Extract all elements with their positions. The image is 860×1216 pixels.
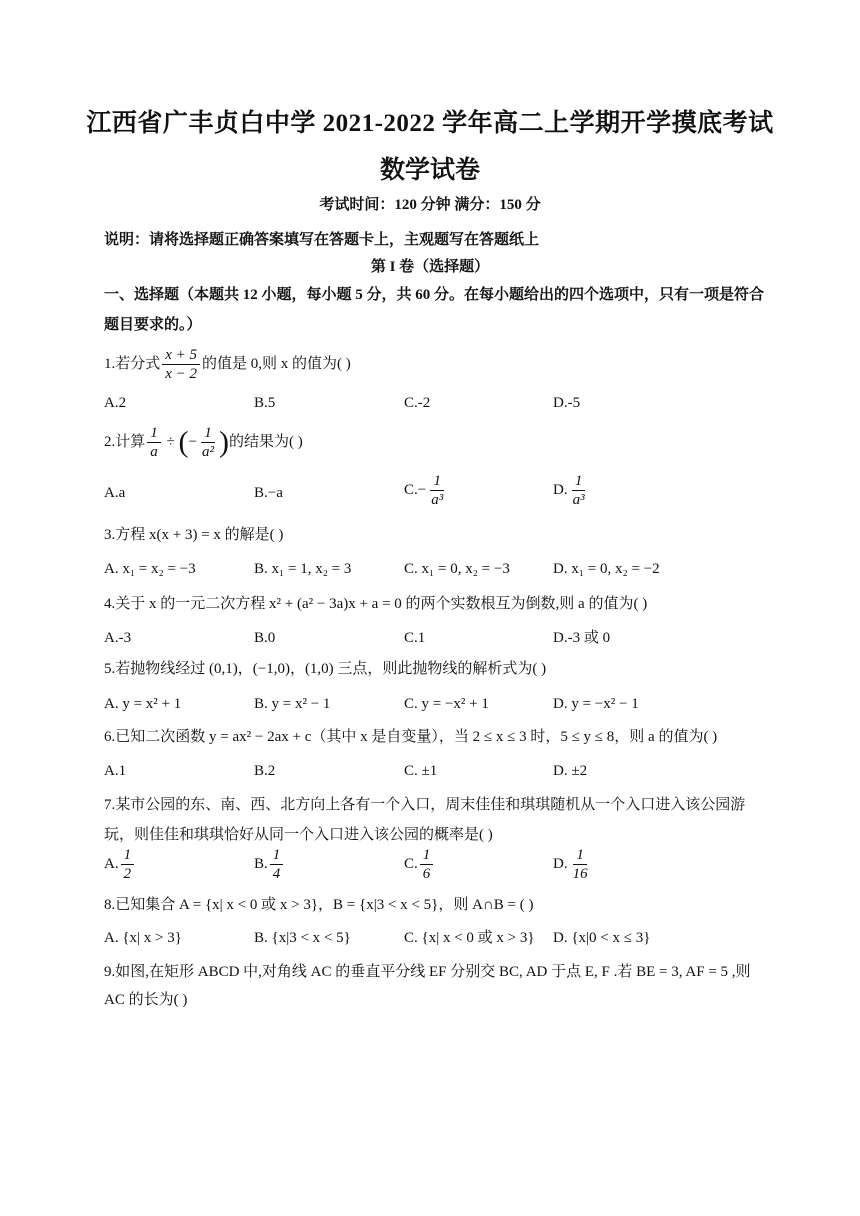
q3-option-d: D. x₁ = 0, x₂ = −2 (553, 561, 660, 577)
exam-subtitle: 数学试卷 (379, 157, 480, 184)
section-heading: 一、选择题（本题共 12 小题，每小题 5 分，共 60 分。在每小题给出的四个选项中，只有一项是符合题目要求的。） (104, 287, 765, 333)
question-4: 4.关于 x 的一元二次方程 x² + (a² − 3a)x + a = 0 的两个实数根互为倒数,则 a 的值为( ) (104, 596, 648, 612)
q1-option-c: C.-2 (404, 395, 431, 411)
q4-option-b: B.0 (254, 630, 276, 646)
q7-option-c: C. $\frac{1}{6}$ (404, 846, 435, 883)
question-3: 3.方程 x(x + 3) = x 的解是( ) (104, 527, 284, 543)
q3-option-a: A. x₁ = x₂ = −3 (104, 561, 196, 577)
question-5: 5.若抛物线经过 (0,1)，(−1,0)，(1,0) 三点，则此抛物线的解析式为( ) (104, 661, 547, 677)
exam-note: 说明：请将选择题正确答案填写在答题卡上，主观题写在答题纸上 (104, 232, 540, 248)
part-heading: 第 I 卷（选择题） (370, 259, 490, 275)
q4-option-a: A.-3 (104, 630, 132, 646)
q5-option-c: C. y = −x² + 1 (404, 696, 489, 712)
q5-option-d: D. y = −x² − 1 (553, 696, 639, 712)
question-1-prefix: 1.若分式 (104, 355, 161, 372)
question-2-prefix: 2.计算 (104, 433, 146, 450)
exam-title: 江西省广丰贞白中学 2021-2022 学年高二上学期开学摸底考试 (86, 110, 774, 137)
q6-option-b: B.2 (254, 763, 276, 779)
q8-option-d: D. {x|0 < x ≤ 3} (553, 930, 651, 946)
q3-option-c: C. x₁ = 0, x₂ = −3 (404, 561, 510, 577)
question-6: 6.已知二次函数 y = ax² − 2ax + c（其中 x 是自变量），当 2 ≤ x ≤ 3 时，5 ≤ y ≤ 8，则 a 的值为( ) (104, 729, 718, 745)
question-2-suffix: 的结果为( ) (228, 433, 303, 450)
q7-option-a: A. $\frac{1}{2}$ (104, 846, 136, 883)
q2-option-c: C.− $\frac{1}{\text{a³}}$ (404, 473, 444, 508)
q2-option-a: A.a (104, 485, 126, 501)
q4-option-c: C.1 (404, 630, 426, 646)
q6-option-c: C. ±1 (404, 763, 438, 779)
question-7: 7.某市公园的东、南、西、北方向上各有一个入口，周末佳佳和琪琪随机从一个入口进入该公园游玩，则佳佳和琪琪恰好从同一个入口进入该公园的概率是( ) (104, 797, 746, 843)
q1-option-d: D.-5 (553, 395, 581, 411)
q3-option-b: B. x₁ = 1, x₂ = 3 (254, 561, 352, 577)
q8-option-b: B. {x|3 < x < 5} (254, 930, 351, 946)
question-1 (104, 346, 764, 383)
question-8: 8.已知集合 A = {x| x < 0 或 x > 3}，B = {x|3 < x < 5}，则 A∩B = ( ) (104, 897, 534, 913)
q7-option-d: D. $\frac{1}{16}$ (553, 847, 588, 882)
question-1-suffix: 的值是 0,则 x 的值为( ) (202, 355, 351, 372)
q5-option-b: B. y = x² − 1 (254, 696, 331, 712)
q2-option-d: D. $\frac{1}{\text{a³}}$ (553, 473, 585, 508)
exam-meta: 考试时间：120 分钟 满分：150 分 (319, 197, 541, 213)
q8-option-a: A. {x| x > 3} (104, 930, 182, 946)
question-1-fraction: $\frac{x + 5}{x - 2}$ (162, 346, 200, 383)
question-9: 9.如图,在矩形 ABCD 中,对角线 AC 的垂直平分线 EF 分别交 BC, AD 于点 E, F .若 BE = 3, AF = 5 ,则 AC 的长为( ) (104, 964, 751, 1008)
q6-option-d: D. ±2 (553, 763, 588, 779)
q8-option-c: C. {x| x < 0 或 x > 3} (404, 930, 535, 946)
question-2: 2.计算 $\frac{1}{a}$ ÷ (− $\frac{1}{\text{a²}}$ )的结果为( ) (104, 425, 303, 460)
q1-option-a: A.2 (104, 395, 127, 411)
q4-option-d: D.-3 或 0 (553, 630, 611, 646)
q5-option-a: A. y = x² + 1 (104, 696, 182, 712)
q7-option-b: B. $\frac{1}{4}$ (254, 846, 285, 883)
question-2-formula: $\frac{1}{a}$ (147, 424, 161, 461)
q6-option-a: A.1 (104, 763, 127, 779)
q1-option-b: B.5 (254, 395, 276, 411)
q2-option-b: B.−a (254, 485, 283, 501)
